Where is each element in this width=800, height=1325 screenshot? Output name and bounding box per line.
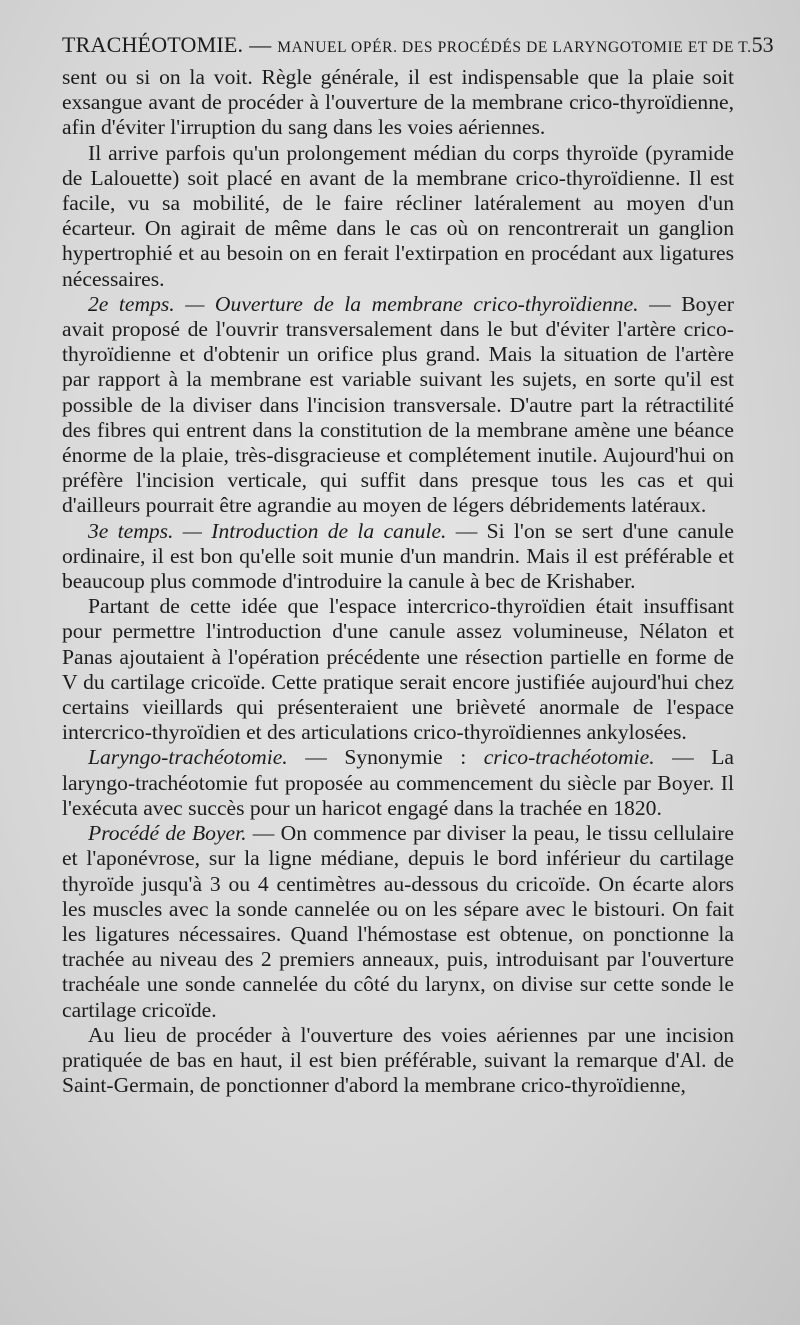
paragraph-text: — On commence par diviser la peau, le tissu cellulaire et l'aponévrose, sur la ligne médiane, depuis le bord inférieur du cartilage thyroïde jusqu'à 3 ou 4 centimètres au-dessous du cricoïde. On écarte alors les muscles avec la sonde cannelée ou on les sépare avec le bistouri. On fait les ligatures nécessaires. Quand l'hémostase est obtenue, on ponctionne la trachée au niveau des 2 premiers anneaux, puis, introduisant par l'ouverture trachéale une sonde cannelée du côté du larynx, on divise sur cette sonde le cartilage cricoïde. bbox=[62, 821, 734, 1022]
paragraph-text: sent ou si on la voit. Règle générale, il est indispensable que la plaie soit exsangue avant de procéder à l'ouverture de la membrane crico-thyroïdienne, afin d'éviter l'irruption du sang dans les voies aériennes. bbox=[62, 65, 734, 140]
paragraph bbox=[62, 519, 734, 595]
paragraph bbox=[62, 65, 734, 141]
header-subtitle: MANUEL OPÉR. DES PROCÉDÉS DE LARYNGOTOMIE ET DE T. bbox=[277, 39, 752, 56]
paragraph-text: Au lieu de procéder à l'ouverture des voies aériennes par une incision pratiquée de bas en haut, il est bien préférable, suivant la remarque d'Al. de Saint-Germain, de ponctionner d'abord la membrane crico-thyroïdienne, bbox=[62, 1022, 734, 1098]
header-separator: — bbox=[249, 32, 272, 57]
paragraph bbox=[62, 1023, 734, 1099]
section-heading: 2e temps. — Ouverture de la membrane crico-thyroïdienne. bbox=[88, 291, 639, 316]
paragraph bbox=[62, 594, 734, 745]
synonym-term: crico-trachéotomie. bbox=[483, 745, 655, 770]
paragraph-text: — Si l'on se sert d'une canule ordinaire, il est bon qu'elle soit munie d'un mandrin. Mais il est préférable et beaucoup plus commode d'introduire la canule à bec de Krishaber. bbox=[62, 518, 734, 594]
section-heading: Procédé de Boyer. bbox=[88, 821, 247, 846]
paragraph bbox=[62, 745, 734, 821]
header-title: TRACHÉOTOMIE. bbox=[62, 32, 244, 57]
paragraph-text: — La laryngo-trachéotomie fut proposée au commencement du siècle par Boyer. Il l'exécuta avec succès pour un haricot engagé dans la trachée en 1820. bbox=[62, 745, 735, 820]
paragraph-text: — Boyer avait proposé de l'ouvrir transversalement dans le but d'éviter l'artère crico-thyroïdienne et d'obtenir un orifice plus grand. Mais la situation de l'artère par rapport à la membrane est variable suivant les sujets, en sorte qu'il est possible de la diviser dans l'incision transversale. D'autre part la rétractilité des fibres qui entrent dans la constitution de la membrane amène une béance énorme de la plaie, très-disgracieuse et complétement inutile. Aujourd'hui on préfère l'incision verticale, qui suffit dans presque tous les cas et qui d'ailleurs pourrait être agrandie au moyen de légers débridements latéraux. bbox=[62, 291, 735, 518]
body-text bbox=[62, 65, 734, 1098]
paragraph-text: Partant de cette idée que l'espace intercrico-thyroïdien était insuffisant pour permettre l'introduction d'une canule assez volumineuse, Nélaton et Panas ajoutaient à l'opération précédente une résection partielle en forme de V du cartilage cricoïde. Cette pratique serait encore justifiée aujourd'hui chez certains vieillards qui présenteraient une brièveté anormale de l'espace intercrico-thyroïdien et des articulations crico-thyroïdiennes ankylosées. bbox=[62, 594, 734, 745]
running-header bbox=[62, 30, 774, 63]
paragraph bbox=[62, 141, 734, 292]
paragraph-text: — Synonymie : bbox=[287, 745, 484, 770]
page-number: 53 bbox=[751, 32, 774, 57]
paragraph bbox=[62, 292, 734, 519]
section-heading: Laryngo-trachéotomie. bbox=[88, 745, 288, 770]
section-heading: 3e temps. — Introduction de la canule. bbox=[88, 518, 447, 543]
paragraph bbox=[62, 821, 734, 1023]
paragraph-text: Il arrive parfois qu'un prolongement médian du corps thyroïde (pyramide de Lalouette) soit placé en avant de la membrane crico-thyroïdienne. Il est facile, vu sa mobilité, de le faire récliner latéralement au moyen d'un écarteur. On agirait de même dans le cas où on rencontrerait un ganglion hypertrophié et au besoin on en ferait l'extirpation en procédant aux ligatures nécessaires. bbox=[62, 140, 734, 291]
